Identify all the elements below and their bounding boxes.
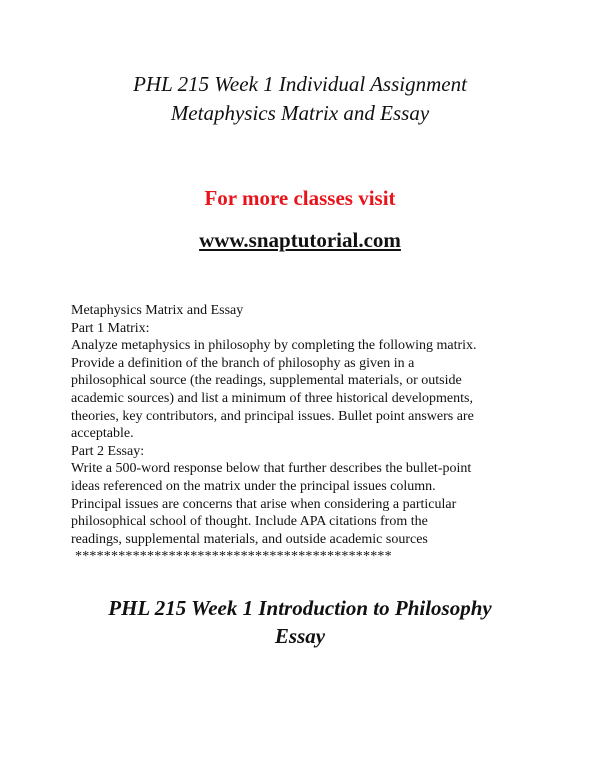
body-line: Principal issues are concerns that arise when considering a particular [71, 496, 457, 512]
body-line: academic sources) and list a minimum of three historical developments, [71, 390, 473, 406]
title-line-2: Metaphysics Matrix and Essay [170, 101, 430, 125]
body-line: Analyze metaphysics in philosophy by completing the following matrix. [71, 338, 477, 354]
separator-stars: ******************************************** [75, 549, 392, 565]
body-line: readings, supplemental materials, and outside academic sources [71, 531, 428, 547]
promo-text: For more classes visit [204, 186, 396, 210]
body-line: philosophical school of thought. Include APA citations from the [71, 514, 428, 530]
document-title [0, 70, 600, 128]
promo-link[interactable]: www.snaptutorial.com [199, 228, 401, 252]
body-line: Metaphysics Matrix and Essay [71, 303, 244, 318]
body-line: acceptable. [71, 426, 134, 442]
body-line: Write a 500-word response below that further describes the bullet-point [71, 461, 472, 477]
body-line: Provide a definition of the branch of philosophy as given in a [71, 355, 415, 371]
body-line: theories, key contributors, and principal issues. Bullet point answers are [71, 408, 474, 424]
next-assignment-title [0, 594, 600, 650]
body-line: ideas referenced on the matrix under the principal issues column. [71, 478, 436, 494]
footer-title-line-1: PHL 215 Week 1 Introduction to Philosophy [108, 596, 492, 620]
title-line-1: PHL 215 Week 1 Individual Assignment [133, 72, 467, 96]
footer-title-line-2: Essay [274, 624, 326, 648]
assignment-body [71, 302, 591, 566]
body-line: Part 1 Matrix: [71, 320, 150, 336]
body-line: philosophical source (the readings, supplemental materials, or outside [71, 373, 462, 389]
body-line: Part 2 Essay: [71, 443, 145, 459]
